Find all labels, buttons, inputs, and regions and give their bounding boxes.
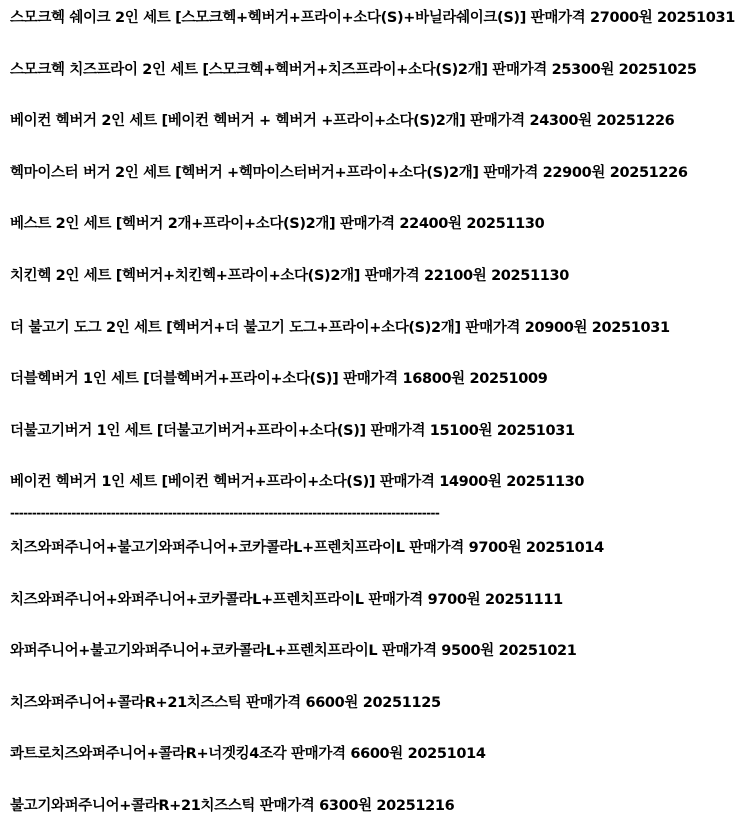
set-item-8: 더블헥버거 1인 세트 [더블헥버거+프라이+소다(S)] 판매가격 16800원 20251009 [10, 371, 548, 388]
set-item-3: 베이컨 헥버거 2인 세트 [베이컨 헥버거 + 헥버거 +프라이+소다(S)2개] 판매가격 24300원 20251226 [10, 113, 675, 130]
combo-item-4: 치즈와퍼주니어+콜라R+21치즈스틱 판매가격 6600원 20251125 [10, 694, 441, 711]
combo-item-3: 와퍼주니어+불고기와퍼주니어+코카콜라L+프렌치프라이L 판매가격 9500원 20251021 [10, 643, 577, 660]
set-item-1: 스모크헥 쉐이크 2인 세트 [스모크헥+헥버거+프라이+소다(S)+바닐라쉐이크(S)] 판매가격 27000원 20251031 [10, 10, 735, 26]
set-item-9: 더불고기버거 1인 세트 [더불고기버거+프라이+소다(S)] 판매가격 15100원 20251031 [10, 422, 575, 439]
combo-item-1: 치즈와퍼주니어+불고기와퍼주니어+코카콜라L+프렌치프라이L 판매가격 9700원 20251014 [10, 539, 604, 556]
price-list-document [10, 0, 745, 840]
set-item-7: 더 불고기 도그 2인 세트 [헥버거+더 불고기 도그+프라이+소다(S)2개] 판매가격 20900원 20251031 [10, 319, 670, 336]
combo-item-2: 치즈와퍼주니어+와퍼주니어+코카콜라L+프렌치프라이L 판매가격 9700원 20251111 [10, 591, 563, 608]
combo-item-5: 콰트로치즈와퍼주니어+콜라R+너겟킹4조각 판매가격 6600원 20251014 [10, 746, 486, 763]
set-item-6: 치킨헥 2인 세트 [헥버거+치킨헥+프라이+소다(S)2개] 판매가격 22100원 20251130 [10, 267, 569, 284]
set-item-4: 헥마이스터 버거 2인 세트 [헥버거 +헥마이스터버거+프라이+소다(S)2개] 판매가격 22900원 20251226 [10, 164, 688, 181]
combo-item-6: 불고기와퍼주니어+콜라R+21치즈스틱 판매가격 6300원 20251216 [10, 797, 455, 814]
section-divider: -------------------------------------------------------------------------------------------------- [10, 507, 440, 518]
set-item-10: 베이컨 헥버거 1인 세트 [베이컨 헥버거+프라이+소다(S)] 판매가격 14900원 20251130 [10, 474, 585, 491]
set-item-2: 스모크헥 치즈프라이 2인 세트 [스모크헥+헥버거+치즈프라이+소다(S)2개] 판매가격 25300원 20251025 [10, 61, 697, 78]
set-item-5: 베스트 2인 세트 [헥버거 2개+프라이+소다(S)2개] 판매가격 22400원 20251130 [10, 216, 545, 233]
